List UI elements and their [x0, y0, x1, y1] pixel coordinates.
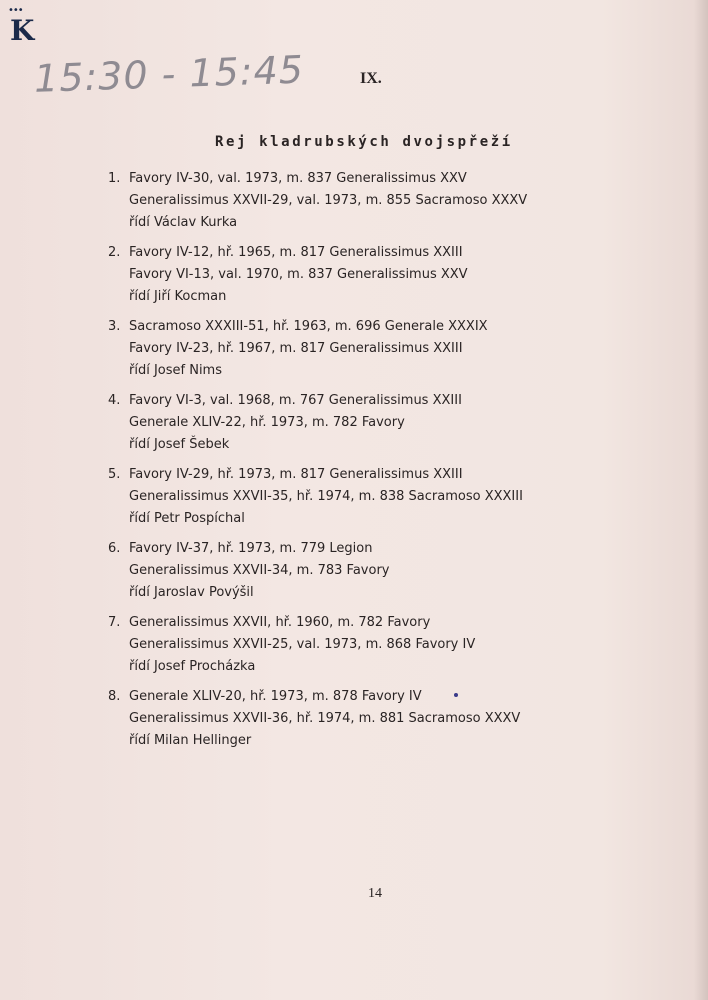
driver-line: řídí Milan Hellinger — [129, 733, 252, 748]
horse-line: Generalissimus XXVII-35, hř. 1974, m. 838 Sacramoso XXXIII — [129, 489, 523, 504]
entry-number: 1. — [108, 171, 121, 186]
list-item — [108, 316, 668, 390]
list-item — [108, 538, 668, 612]
list-item — [108, 686, 668, 760]
driver-line: řídí Josef Procházka — [129, 659, 256, 674]
horse-line: Favory IV-37, hř. 1973, m. 779 Legion — [129, 541, 373, 556]
entry-number: 5. — [108, 467, 121, 482]
entry-lines — [129, 316, 649, 382]
horse-line: Favory VI-13, val. 1970, m. 837 Generalissimus XXV — [129, 267, 468, 282]
logo-dots: ••• — [8, 5, 23, 16]
horse-line: Generale XLIV-20, hř. 1973, m. 878 Favory IV — [129, 689, 422, 704]
list-item — [108, 168, 668, 242]
page-edge-shadow — [694, 0, 708, 1000]
list-item — [108, 612, 668, 686]
driver-line: řídí Václav Kurka — [129, 215, 238, 230]
horse-line: Generalissimus XXVII-25, val. 1973, m. 868 Favory IV — [129, 637, 476, 652]
entry-lines — [129, 686, 649, 752]
entry-number: 3. — [108, 319, 121, 334]
driver-line: řídí Petr Pospíchal — [129, 511, 245, 526]
horse-line: Favory IV-29, hř. 1973, m. 817 Generalissimus XXIII — [129, 467, 463, 482]
library-logo — [6, 6, 34, 48]
page-title: Rej kladrubských dvojspřeží — [215, 134, 513, 150]
entry-number: 7. — [108, 615, 121, 630]
entry-number: 8. — [108, 689, 121, 704]
horse-line: Generalissimus XXVII, hř. 1960, m. 782 Favory — [129, 615, 431, 630]
entry-lines — [129, 168, 649, 234]
handwritten-time-note: 15:30 - 15:45 — [33, 47, 305, 101]
pair-list — [108, 168, 668, 760]
driver-line: řídí Jaroslav Povýšil — [129, 585, 254, 600]
entry-lines — [129, 612, 649, 678]
entry-number: 6. — [108, 541, 121, 556]
chapter-number: IX. — [360, 70, 382, 87]
list-item — [108, 390, 668, 464]
horse-line: Generalissimus XXVII-34, m. 783 Favory — [129, 563, 390, 578]
horse-line: Favory VI-3, val. 1968, m. 767 Generalissimus XXIII — [129, 393, 462, 408]
entry-number: 4. — [108, 393, 121, 408]
horse-line: Generalissimus XXVII-29, val. 1973, m. 855 Sacramoso XXXV — [129, 193, 528, 208]
entry-lines — [129, 464, 649, 530]
horse-line: Favory IV-30, val. 1973, m. 837 Generalissimus XXV — [129, 171, 467, 186]
horse-line: Favory IV-12, hř. 1965, m. 817 Generalissimus XXIII — [129, 245, 463, 260]
page-number: 14 — [368, 886, 382, 901]
entry-lines — [129, 242, 649, 308]
entry-lines — [129, 390, 649, 456]
list-item — [108, 464, 668, 538]
ink-spot — [454, 693, 458, 697]
horse-line: Sacramoso XXXIII-51, hř. 1963, m. 696 Generale XXXIX — [129, 319, 488, 334]
logo-letter: K — [10, 14, 35, 47]
entry-number: 2. — [108, 245, 121, 260]
horse-line: Favory IV-23, hř. 1967, m. 817 Generalissimus XXIII — [129, 341, 463, 356]
driver-line: řídí Josef Nims — [129, 363, 222, 378]
entry-lines — [129, 538, 649, 604]
driver-line: řídí Josef Šebek — [129, 437, 230, 452]
list-item — [108, 242, 668, 316]
driver-line: řídí Jiří Kocman — [129, 289, 227, 304]
horse-line: Generalissimus XXVII-36, hř. 1974, m. 881 Sacramoso XXXV — [129, 711, 521, 726]
horse-line: Generale XLIV-22, hř. 1973, m. 782 Favory — [129, 415, 405, 430]
